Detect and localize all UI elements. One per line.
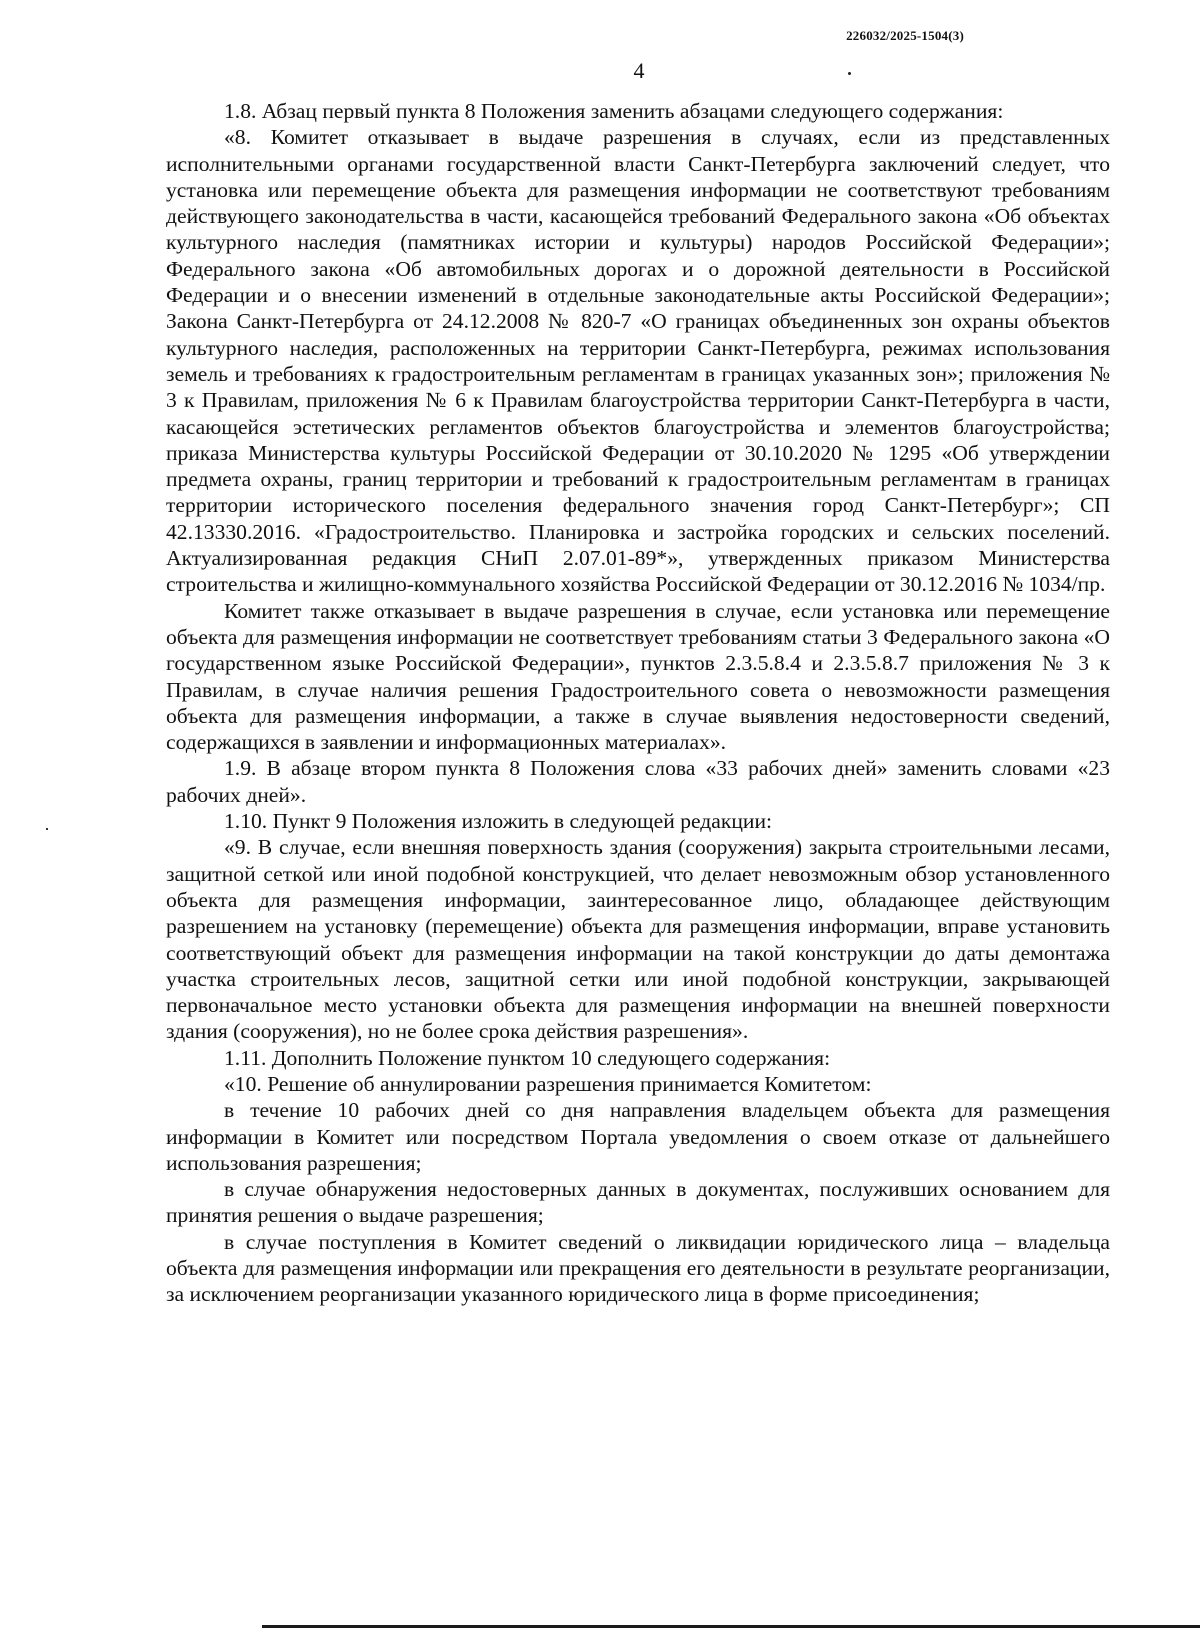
paragraph-1-9: 1.9. В абзаце втором пункта 8 Положения слова «33 рабочих дней» заменить словами «23 рабочих дней». <box>166 756 1110 807</box>
paragraph-item-9: «9. В случае, если внешняя поверхность здания (сооружения) закрыта строительными лесами, защитной сеткой или иной подобной конструкцией, что делает невозможным обзор установленного объекта для размещения информации, заинтересованное лицо, обладающее действующим разрешением на установку (перемещение) объекта для размещения информации, вправе установить соответствующий объект для размещения информации на такой конструкции до даты демонтажа участка строительных лесов, защитной сетки или иной подобной конструкции, закрывающей первоначальное место установки объекта для размещения информации на внешней поверхности здания (сооружения), но не более срока действия разрешения». <box>166 835 1110 1044</box>
paragraph-1-8: 1.8. Абзац первый пункта 8 Положения заменить абзацами следующего содержания: <box>224 99 1004 123</box>
scan-artifact-dot <box>848 72 851 75</box>
paragraph-item-8: «8. Комитет отказывает в выдаче разрешения в случаях, если из представленных исполнительными органами государственной власти Санкт-Петербурга заключений следует, что установка или перемещение объекта для размещения информации не соответствуют требованиям действующего законодательства в части, касающейся требований Федерального закона «Об объектах культурного наследия (памятниках истории и культуры) народов Российской Федерации»; Федерального закона «Об автомобильных дорогах и о дорожной деятельности в Российской Федерации и о внесении изменений в отдельные законодательные акты Российской Федерации»; Закона Санкт-Петербурга от 24.12.2008 № 820-7 «О границах объединенных зон охраны объектов культурного наследия, расположенных на территории Санкт-Петербурга, режимах использования земель и требованиях к градостроительным регламентам в границах указанных зон»; приложения № 3 к Правилам, приложения № 6 к Правилам благоустройства территории Санкт-Петербурга в части, касающейся эстетических регламентов объектов благоустройства и элементов благоустройства; приказа Министерства культуры Российской Федерации от 30.10.2020 № 1295 «Об утверждении предмета охраны, границ территории и требований к градостроительным регламентам в границах территории исторического поселения федерального значения город Санкт-Петербург»; СП 42.13330.2016. «Градостроительство. Планировка и застройка городских и сельских поселений. Актуализированная редакция СНиП 2.07.01-89*», утвержденных приказом Министерства строительства и жилищно-коммунального хозяйства Российской Федерации от 30.12.2016 № 1034/пр. <box>166 125 1110 597</box>
paragraph-1-10: 1.10. Пункт 9 Положения изложить в следующей редакции: <box>224 809 773 834</box>
paragraph-annulment-case-2: в случае обнаружения недостоверных данных в документах, послуживших основанием для принятия решения о выдаче разрешения; <box>166 1177 1110 1228</box>
paragraph-annulment-case-3: в случае поступления в Комитет сведений о ликвидации юридического лица – владельца объекта для размещения информации или прекращения его деятельности в результате реорганизации, за исключением реорганизации указанного юридического лица в форме присоединения; <box>166 1229 1110 1307</box>
scan-artifact-speck <box>46 828 48 830</box>
scan-bottom-edge <box>262 1625 1200 1628</box>
paragraph-annulment-case-1: в течение 10 рабочих дней со дня направления владельцем объекта для размещения информации в Комитет или посредством Портала уведомления о своем отказе от дальнейшего использования разрешения; <box>166 1098 1110 1175</box>
paragraph-1-11: 1.11. Дополнить Положение пунктом 10 следующего содержания: <box>224 1045 831 1070</box>
paragraph-committee-refusal: Комитет также отказывает в выдаче разрешения в случае, если установка или перемещение объекта для размещения информации не соответствует требованиям статьи 3 Федерального закона «О государственном языке Российской Федерации», пунктов 2.3.5.8.4 и 2.3.5.8.7 приложения № 3 к Правилам, в случае наличия решения Градостроительного совета о невозможности размещения объекта для размещения информации, а также в случае выявления недостоверности сведений, содержащихся в заявлении и информационных материалах». <box>166 598 1110 755</box>
page-number: 4 <box>633 58 645 83</box>
paragraph-item-10: «10. Решение об аннулировании разрешения принимается Комитетом: <box>224 1071 872 1096</box>
document-registration-number: 226032/2025-1504(3) <box>846 28 964 43</box>
document-body <box>166 98 1110 1308</box>
